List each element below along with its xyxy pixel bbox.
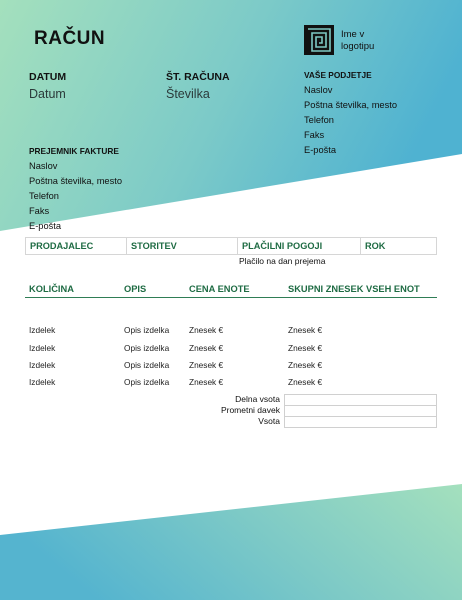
invoice-number-value: Številka [166, 87, 210, 101]
item-line-total: Znesek € [288, 360, 323, 370]
item-quantity: Izdelek [29, 343, 56, 353]
company-address: Naslov [304, 85, 333, 95]
terms-header-due: ROK [361, 238, 437, 255]
logo-text [341, 29, 374, 53]
col-header-unit-price: CENA ENOTE [189, 284, 250, 294]
logo-text-line1: Ime v [341, 29, 365, 40]
subtotal-label: Delna vsota [235, 394, 280, 404]
item-description: Opis izdelka [124, 377, 170, 387]
date-value: Datum [29, 87, 66, 101]
recipient-block [29, 146, 122, 234]
terms-header-payment: PLAČILNI POGOJI [238, 238, 361, 255]
item-unit-price: Znesek € [189, 343, 224, 353]
total-label: Vsota [258, 416, 280, 426]
terms-header-row [26, 238, 437, 255]
terms-header-service: STORITEV [127, 238, 238, 255]
item-quantity: Izdelek [29, 377, 56, 387]
item-unit-price: Znesek € [189, 360, 224, 370]
item-description: Opis izdelka [124, 325, 170, 335]
recipient-email: E-pošta [29, 221, 62, 231]
bottom-band [0, 484, 462, 600]
company-phone: Telefon [304, 115, 334, 125]
total-field[interactable] [284, 416, 437, 428]
company-block [304, 70, 397, 158]
sales-tax-label: Prometni davek [220, 405, 280, 415]
payment-terms-value: Plačilo na dan prejema [239, 256, 326, 266]
item-line-total: Znesek € [288, 325, 323, 335]
recipient-lines [29, 159, 122, 234]
col-header-description: OPIS [124, 284, 147, 294]
recipient-postcode-city: Poštna številka, mesto [29, 176, 123, 186]
item-unit-price: Znesek € [189, 377, 224, 387]
item-line-total: Znesek € [288, 343, 323, 353]
invoice-title: RAČUN [34, 28, 106, 49]
item-line-total: Znesek € [288, 377, 323, 387]
item-description: Opis izdelka [124, 343, 170, 353]
logo-text-line2: logotipu [341, 41, 375, 52]
item-unit-price: Znesek € [189, 325, 224, 335]
recipient-address: Naslov [29, 161, 58, 171]
col-header-line-total: SKUPNI ZNESEK VSEH ENOT [288, 284, 420, 294]
recipient-label: PREJEMNIK FAKTURE [29, 146, 119, 156]
terms-header-seller: PRODAJALEC [26, 238, 127, 255]
company-email: E-pošta [304, 145, 337, 155]
company-lines [304, 83, 397, 158]
item-quantity: Izdelek [29, 325, 56, 335]
terms-table [25, 237, 437, 255]
company-postcode-city: Poštna številka, mesto [304, 100, 398, 110]
logo-icon [304, 25, 334, 55]
recipient-fax: Faks [29, 206, 50, 216]
company-fax: Faks [304, 130, 325, 140]
date-label: DATUM [29, 71, 67, 83]
item-quantity: Izdelek [29, 360, 56, 370]
invoice-number-label: ŠT. RAČUNA [166, 71, 230, 83]
item-description: Opis izdelka [124, 360, 170, 370]
items-header-rule [25, 297, 437, 298]
recipient-phone: Telefon [29, 191, 59, 201]
col-header-quantity: KOLIČINA [29, 284, 74, 294]
company-label: VAŠE PODJETJE [304, 70, 372, 80]
